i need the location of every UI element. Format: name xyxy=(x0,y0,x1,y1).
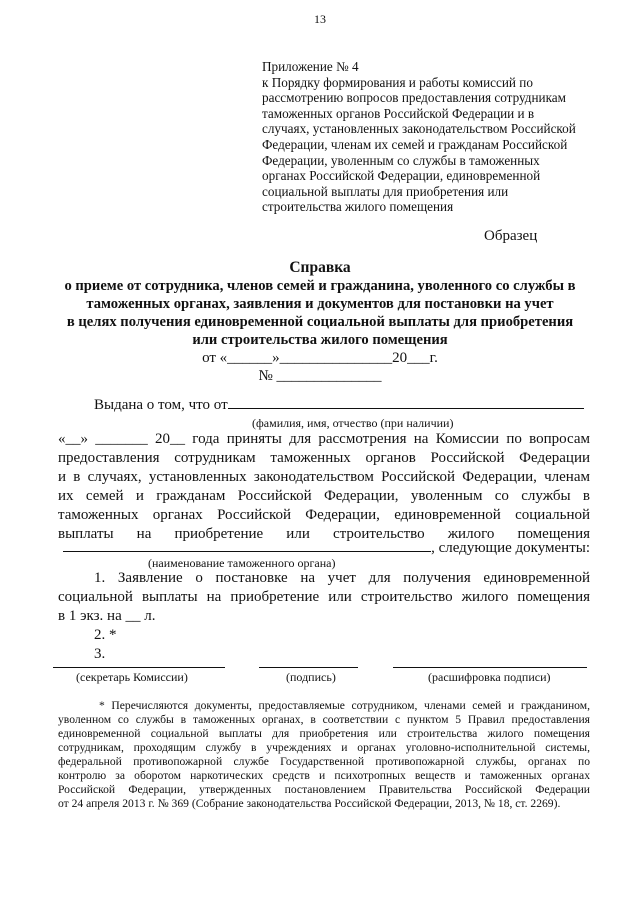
docs-line xyxy=(58,535,590,557)
footnote-line: сотрудникам, проходящим службу в учреждениях и органах уголовно-исполнительной системы, xyxy=(58,741,590,754)
item2: 2. * xyxy=(94,627,117,643)
para-line: их семей и гражданам Российской Федерации, уволенным со службы в xyxy=(58,488,590,504)
title-line: в целях получения единовременной социальной выплаты для приобретения xyxy=(66,314,574,330)
issued-line xyxy=(58,397,590,414)
footnote-line: единовременной социальной выплаты для приобретения или строительства жилого помещения xyxy=(58,727,590,740)
item1-line: в 1 экз. на __ л. xyxy=(58,608,156,624)
para-line: таможенных органах Российской Федерации, единовременной социальной xyxy=(58,507,590,523)
appendix-line: социальной выплаты для приобретения или xyxy=(262,183,509,199)
page-number: 13 xyxy=(314,12,326,26)
appendix-line: рассмотрению вопросов предоставления сотрудникам xyxy=(262,90,566,106)
footnote-line: от 24 апреля 2013 г. № 369 (Собрание законодательства Российской Федерации, 2013, № 18, ст. 2269). xyxy=(58,797,561,810)
para-line: выплаты на приобретение или строительство жилого помещения xyxy=(58,526,590,542)
title-line: или строительства жилого помещения xyxy=(192,332,448,348)
signature-caption: (подпись) xyxy=(286,670,336,684)
appendix-line: Федерации, уволенным со службы в таможенных xyxy=(262,152,540,168)
document-title: Справка xyxy=(289,259,351,276)
issued-prefix: Выдана о том, что от xyxy=(94,397,228,413)
title-line: о приеме от сотрудника, членов семей и гражданина, уволенного со службы в xyxy=(64,278,576,294)
fio-blank[interactable] xyxy=(228,408,584,409)
item3: 3. xyxy=(94,646,106,662)
appendix-line: Приложение № 4 xyxy=(262,59,359,74)
title-line: таможенных органах, заявления и документов для постановки на учет xyxy=(86,296,554,312)
decoding-caption: (расшифровка подписи) xyxy=(428,670,551,684)
date-line: от «______»_______________20___г. xyxy=(202,350,438,366)
organ-blank[interactable] xyxy=(63,535,431,552)
appendix-line: таможенных органов Российской Федерации и в xyxy=(262,105,535,121)
para-line: и в случаях, установленных законодательством Российской Федерации, членам xyxy=(58,469,590,485)
appendix-line: случаях, установленных законодательством Российской xyxy=(262,121,576,137)
signature-line[interactable] xyxy=(259,667,358,668)
footnote-line: * Перечисляются документы, предоставляемые сотрудником, членами семей и гражданином, xyxy=(99,699,590,712)
fio-caption: (фамилия, имя, отчество (при наличии) xyxy=(252,416,454,430)
item1-line: 1. Заявление о постановке на учет для получения единовременной xyxy=(94,570,590,586)
footnote-line: Российской Федерации, утвержденных постановлением Правительства Российской Федерации xyxy=(58,783,590,796)
para-line: «__» _______ 20__ года приняты для рассмотрения на Комиссии по вопросам xyxy=(58,431,590,447)
secretary-caption: (секретарь Комиссии) xyxy=(76,670,188,684)
number-line: № ______________ xyxy=(258,368,382,384)
appendix-line: строительства жилого помещения xyxy=(262,199,454,215)
para-line: предоставления сотрудникам таможенных органов Российской Федерации xyxy=(58,450,590,466)
footnote-line: контролю за оборотом наркотических средств и психотропных веществ и таможенных органах xyxy=(58,769,590,782)
appendix-line: к Порядку формирования и работы комиссий по xyxy=(262,74,533,90)
organ-caption: (наименование таможенного органа) xyxy=(148,556,336,570)
docs-suffix: , следующие документы: xyxy=(431,540,590,556)
item1-line: социальной выплаты на приобретение или строительство жилого помещения xyxy=(58,589,590,605)
appendix-line: Федерации, членам их семей и гражданам Российской xyxy=(262,136,568,152)
appendix-line: органах Российской Федерации, единовременной xyxy=(262,168,541,184)
footnote-line: уволенном со службы в таможенных органах, в соответствии с пунктом 5 Правил предоставления xyxy=(58,713,590,726)
decoding-line[interactable] xyxy=(393,667,587,668)
appendix-block xyxy=(262,59,576,215)
secretary-line[interactable] xyxy=(53,667,225,668)
sample-label: Образец xyxy=(484,228,538,244)
footnote-line: федеральной противопожарной службе Государственной противопожарной службы, органах по xyxy=(58,755,590,768)
